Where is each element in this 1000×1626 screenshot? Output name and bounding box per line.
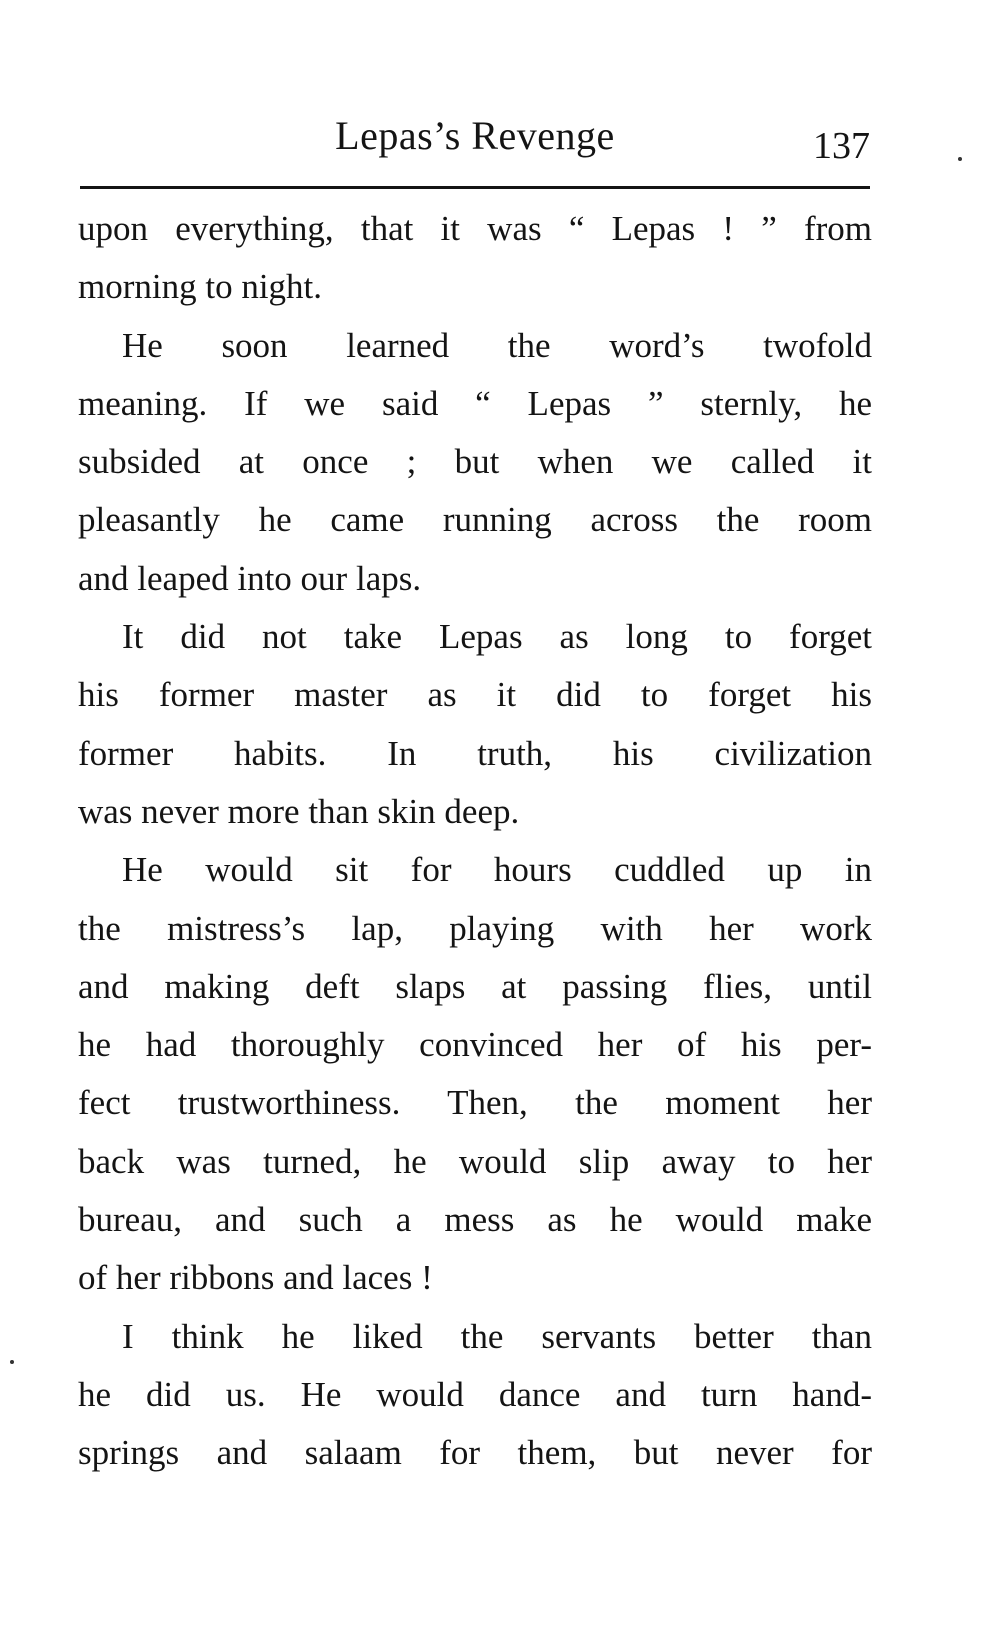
text-line: his former master as it did to forget his [78, 675, 872, 715]
text-line: It did not take Lepas as long to forget [122, 617, 872, 657]
text-line: and making deft slaps at passing flies, until [78, 966, 872, 1006]
text-line: he had thoroughly convinced her of his per- [78, 1025, 872, 1065]
header-rule [80, 186, 870, 189]
text-line: was never more than skin deep. [78, 791, 520, 831]
paragraph [78, 841, 872, 1307]
text-line: back was turned, he would slip away to her [78, 1141, 872, 1181]
text-line: I think he liked the servants better than [122, 1316, 872, 1356]
text-line: subsided at once ; but when we called it [78, 442, 872, 482]
text-line: springs and salaam for them, but never for [78, 1433, 872, 1473]
page-header [80, 112, 870, 172]
page-number: 137 [813, 125, 870, 167]
text-line: of her ribbons and laces ! [78, 1258, 433, 1298]
running-title: Lepas’s Revenge [335, 113, 615, 158]
scan-speck [10, 1360, 14, 1364]
text-line: He soon learned the word’s twofold [122, 325, 872, 365]
paragraph [78, 608, 872, 841]
text-line: morning to night. [78, 267, 323, 307]
scan-speck [958, 157, 962, 161]
text-line: upon everything, that it was “ Lepas ! ” from [78, 209, 872, 248]
text-line: meaning. If we said “ Lepas ” sternly, he [78, 383, 872, 423]
text-line: pleasantly he came running across the room [78, 500, 872, 540]
text-line: he did us. He would dance and turn hand- [78, 1374, 872, 1414]
text-line: former habits. In truth, his civilization [78, 733, 872, 773]
paragraph [78, 317, 872, 608]
text-line: He would sit for hours cuddled up in [122, 850, 872, 890]
text-line: bureau, and such a mess as he would make [78, 1200, 872, 1240]
text-line: fect trustworthiness. Then, the moment her [78, 1083, 872, 1123]
text-line: the mistress’s lap, playing with her work [78, 908, 872, 948]
text-line: and leaped into our laps. [78, 558, 422, 598]
paragraph [78, 200, 872, 317]
paragraph [78, 1308, 872, 1483]
body-text [78, 200, 872, 1483]
